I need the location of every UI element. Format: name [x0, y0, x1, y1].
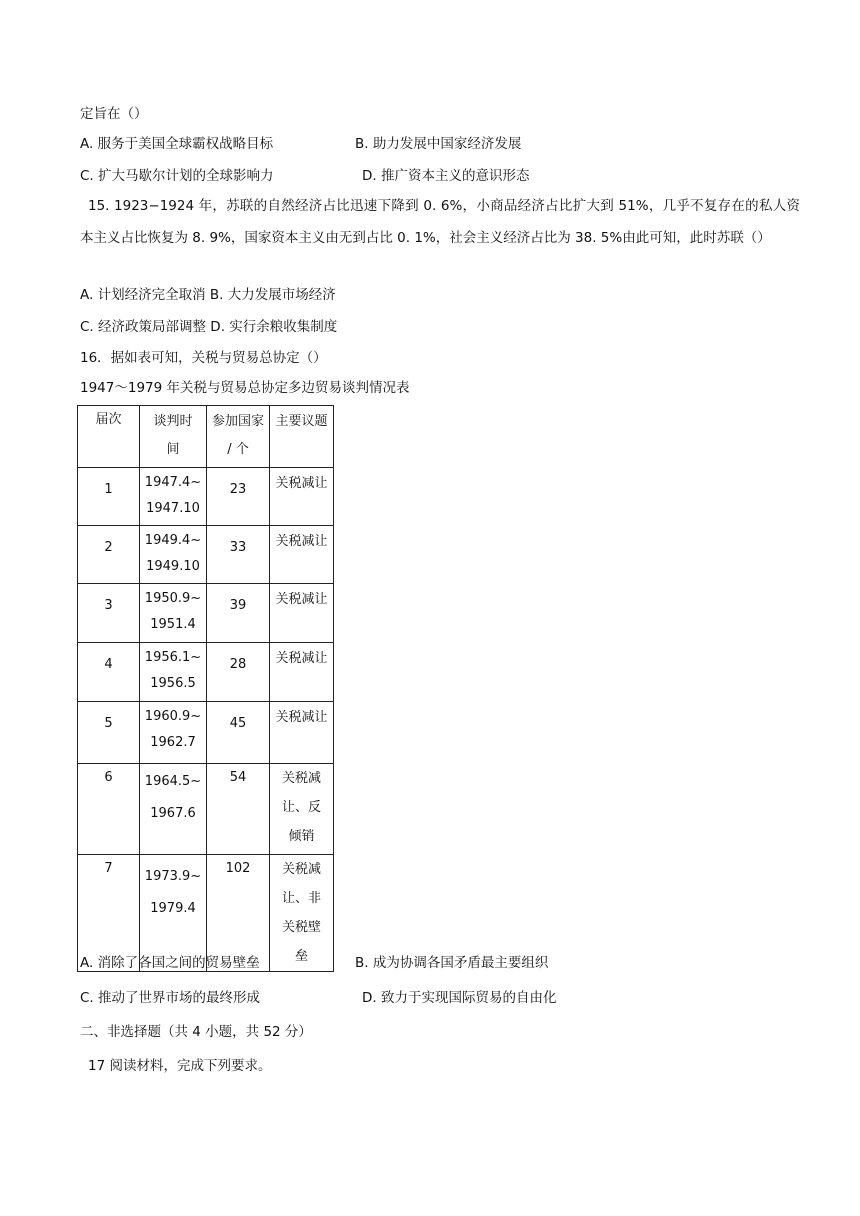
q16-table-title: 1947～1979 年关税与贸易总协定多边贸易谈判情况表 [80, 380, 410, 396]
cell-topic: 关税减让 [270, 702, 334, 764]
q14-option-b: B. 助力发展中国家经济发展 [355, 136, 522, 152]
q15-options-line1: A. 计划经济完全取消 B. 大力发展市场经济 [80, 287, 336, 303]
q16-option-a: A. 消除了各国之间的贸易壁垒 [80, 955, 260, 971]
cell-topic: 关税减让 [270, 643, 334, 702]
cell-count: 54 [207, 764, 270, 855]
cell-count: 102 [207, 855, 270, 972]
q14-option-d: D. 推广资本主义的意识形态 [362, 168, 530, 184]
table-row [78, 702, 334, 764]
table-row [78, 526, 334, 584]
q14-option-a: A. 服务于美国全球霸权战略目标 [80, 136, 274, 152]
table-row [78, 764, 334, 855]
q16-stem: 16．据如表可知，关税与贸易总协定（） [80, 350, 327, 366]
cell-topic: 关税减让 [270, 526, 334, 584]
cell-time: 1950.9~ 1951.4 [140, 584, 207, 643]
header-count: 参加国家 / 个 [207, 406, 270, 468]
q15-options-line2: C. 经济政策局部调整 D. 实行余粮收集制度 [80, 319, 338, 335]
q17-stem: 17 阅读材料，完成下列要求。 [88, 1058, 272, 1074]
table-header-row [78, 406, 334, 468]
cell-count: 23 [207, 468, 270, 526]
cell-time: 1973.9~ 1979.4 [140, 855, 207, 972]
cell-round: 2 [78, 526, 140, 584]
q16-option-c: C. 推动了世界市场的最终形成 [80, 990, 261, 1006]
cell-round: 7 [78, 855, 140, 972]
cell-round: 5 [78, 702, 140, 764]
cell-round: 3 [78, 584, 140, 643]
cell-time: 1956.1~ 1956.5 [140, 643, 207, 702]
cell-count: 28 [207, 643, 270, 702]
q16-option-b: B. 成为协调各国矛盾最主要组织 [355, 955, 549, 971]
q14-option-c: C. 扩大马歇尔计划的全球影响力 [80, 168, 274, 184]
table-row [78, 468, 334, 526]
header-time: 谈判时间 [140, 406, 207, 468]
table-row [78, 643, 334, 702]
cell-time: 1964.5~ 1967.6 [140, 764, 207, 855]
q14-stem-tail: 定旨在（） [80, 106, 148, 122]
cell-topic: 关税减让、反倾销 [270, 764, 334, 855]
section2-heading: 二、非选择题（共 4 小题，共 52 分） [80, 1024, 312, 1040]
table-row [78, 584, 334, 643]
cell-count: 45 [207, 702, 270, 764]
header-topic: 主要议题 [270, 406, 334, 468]
gatt-table [77, 405, 334, 972]
cell-time: 1947.4~ 1947.10 [140, 468, 207, 526]
cell-count: 33 [207, 526, 270, 584]
cell-time: 1960.9~ 1962.7 [140, 702, 207, 764]
cell-topic: 关税减让 [270, 468, 334, 526]
cell-round: 4 [78, 643, 140, 702]
q16-option-d: D. 致力于实现国际贸易的自由化 [362, 990, 557, 1006]
header-round: 届次 [78, 406, 140, 468]
q15-stem: 15. 1923−1924 年，苏联的自然经济占比迅速下降到 0. 6%，小商品经济占比扩大到 51%，几乎不复存在的私人资本主义占比恢复为 8. 9%，国家资本主义由无到占比 0. 1%，社会主义经济占比为 38. 5%由此可知，此时苏联（） [80, 198, 800, 246]
cell-round: 6 [78, 764, 140, 855]
cell-topic: 关税减让 [270, 584, 334, 643]
cell-count: 39 [207, 584, 270, 643]
cell-topic: 关税减让、非关税壁垒 [270, 855, 334, 972]
cell-round: 1 [78, 468, 140, 526]
cell-time: 1949.4~ 1949.10 [140, 526, 207, 584]
